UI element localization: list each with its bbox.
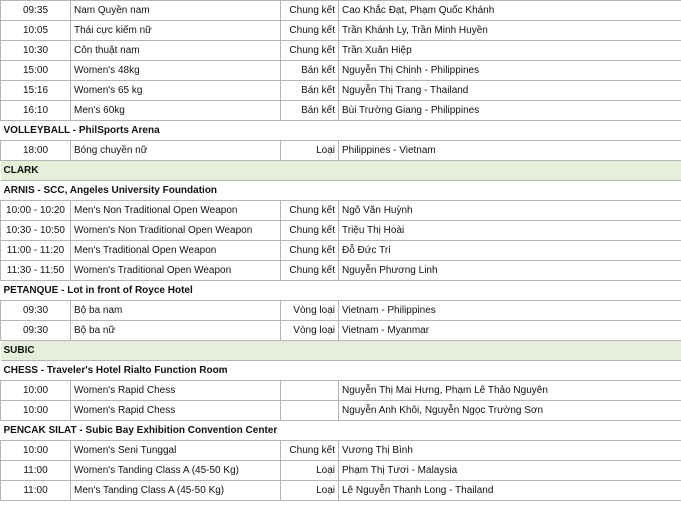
schedule-row (1, 441, 681, 461)
schedule-row (1, 41, 681, 61)
round-cell: Chung kết (281, 1, 339, 21)
venue-label: PENCAK SILAT - Subic Bay Exhibition Convention Center (1, 421, 681, 441)
time-cell: 15:16 (1, 81, 71, 101)
venue-label: PETANQUE - Lot in front of Royce Hotel (1, 281, 681, 301)
time-cell: 09:30 (1, 321, 71, 341)
time-cell: 10:00 (1, 381, 71, 401)
schedule-row (1, 221, 681, 241)
venue-label: ARNIS - SCC, Angeles University Foundation (1, 181, 681, 201)
schedule-row (1, 1, 681, 21)
athletes-cell: Vietnam - Myanmar (339, 321, 681, 341)
event-cell: Women's 65 kg (71, 81, 281, 101)
time-cell: 18:00 (1, 141, 71, 161)
round-cell: Loại (281, 481, 339, 501)
athletes-cell: Nguyễn Thị Trang - Thailand (339, 81, 681, 101)
venue-header-row (1, 421, 681, 441)
round-cell: Bán kết (281, 101, 339, 121)
athletes-cell: Nguyễn Thị Chinh - Philippines (339, 61, 681, 81)
venue-label: VOLLEYBALL - PhilSports Arena (1, 121, 681, 141)
schedule-body (1, 1, 681, 501)
event-cell: Women's 48kg (71, 61, 281, 81)
time-cell: 16:10 (1, 101, 71, 121)
time-cell: 10:00 (1, 401, 71, 421)
round-cell: Loại (281, 461, 339, 481)
athletes-cell: Vietnam - Philippines (339, 301, 681, 321)
venue-header-row (1, 121, 681, 141)
event-cell: Bộ ba nam (71, 301, 281, 321)
event-cell: Women's Seni Tunggal (71, 441, 281, 461)
event-cell: Women's Tanding Class A (45-50 Kg) (71, 461, 281, 481)
schedule-row (1, 381, 681, 401)
schedule-row (1, 61, 681, 81)
schedule-row (1, 301, 681, 321)
event-cell: Men's 60kg (71, 101, 281, 121)
time-cell: 11:00 (1, 481, 71, 501)
round-cell: Bán kết (281, 81, 339, 101)
schedule-row (1, 101, 681, 121)
schedule-row (1, 141, 681, 161)
athletes-cell: Nguyễn Anh Khôi, Nguyễn Ngọc Trường Sơn (339, 401, 681, 421)
athletes-cell: Cao Khắc Đạt, Phạm Quốc Khánh (339, 1, 681, 21)
event-cell: Men's Tanding Class A (45-50 Kg) (71, 481, 281, 501)
round-cell: Chung kết (281, 441, 339, 461)
athletes-cell: Vương Thị Bình (339, 441, 681, 461)
event-cell: Women's Rapid Chess (71, 381, 281, 401)
event-cell: Thái cực kiếm nữ (71, 21, 281, 41)
round-cell: Loại (281, 141, 339, 161)
round-cell: Chung kết (281, 201, 339, 221)
region-header-row (1, 161, 681, 181)
event-cell: Bộ ba nữ (71, 321, 281, 341)
schedule-row (1, 401, 681, 421)
time-cell: 11:00 - 11:20 (1, 241, 71, 261)
round-cell (281, 381, 339, 401)
time-cell: 15:00 (1, 61, 71, 81)
time-cell: 10:30 (1, 41, 71, 61)
round-cell: Vòng loại (281, 301, 339, 321)
event-cell: Women's Non Traditional Open Weapon (71, 221, 281, 241)
round-cell: Chung kết (281, 221, 339, 241)
athletes-cell: Nguyễn Phương Linh (339, 261, 681, 281)
athletes-cell: Nguyễn Thị Mai Hưng, Phạm Lê Thảo Nguyên (339, 381, 681, 401)
event-cell: Women's Traditional Open Weapon (71, 261, 281, 281)
venue-header-row (1, 361, 681, 381)
time-cell: 11:00 (1, 461, 71, 481)
event-cell: Men's Non Traditional Open Weapon (71, 201, 281, 221)
time-cell: 10:05 (1, 21, 71, 41)
schedule-row (1, 321, 681, 341)
athletes-cell: Philippines - Vietnam (339, 141, 681, 161)
time-cell: 09:35 (1, 1, 71, 21)
time-cell: 11:30 - 11:50 (1, 261, 71, 281)
athletes-cell: Trần Khánh Ly, Trần Minh Huyền (339, 21, 681, 41)
event-cell: Nam Quyền nam (71, 1, 281, 21)
event-cell: Women's Rapid Chess (71, 401, 281, 421)
schedule-row (1, 21, 681, 41)
round-cell (281, 401, 339, 421)
round-cell: Chung kết (281, 241, 339, 261)
athletes-cell: Triệu Thị Hoài (339, 221, 681, 241)
time-cell: 10:00 - 10:20 (1, 201, 71, 221)
schedule-row (1, 241, 681, 261)
time-cell: 10:30 - 10:50 (1, 221, 71, 241)
athletes-cell: Phạm Thị Tươi - Malaysia (339, 461, 681, 481)
schedule-row (1, 201, 681, 221)
venue-header-row (1, 281, 681, 301)
region-label: CLARK (1, 161, 681, 181)
event-cell: Côn thuật nam (71, 41, 281, 61)
athletes-cell: Bùi Trường Giang - Philippines (339, 101, 681, 121)
region-header-row (1, 341, 681, 361)
athletes-cell: Trần Xuân Hiệp (339, 41, 681, 61)
venue-label: CHESS - Traveler's Hotel Rialto Function Room (1, 361, 681, 381)
athletes-cell: Lê Nguyễn Thanh Long - Thailand (339, 481, 681, 501)
round-cell: Bán kết (281, 61, 339, 81)
athletes-cell: Ngô Văn Huỳnh (339, 201, 681, 221)
event-cell: Bóng chuyền nữ (71, 141, 281, 161)
round-cell: Vòng loại (281, 321, 339, 341)
round-cell: Chung kết (281, 261, 339, 281)
region-label: SUBIC (1, 341, 681, 361)
schedule-row (1, 481, 681, 501)
round-cell: Chung kết (281, 21, 339, 41)
round-cell: Chung kết (281, 41, 339, 61)
venue-header-row (1, 181, 681, 201)
time-cell: 10:00 (1, 441, 71, 461)
time-cell: 09:30 (1, 301, 71, 321)
schedule-row (1, 261, 681, 281)
athletes-cell: Đỗ Đức Trí (339, 241, 681, 261)
schedule-row (1, 461, 681, 481)
schedule-row (1, 81, 681, 101)
event-cell: Men's Traditional Open Weapon (71, 241, 281, 261)
